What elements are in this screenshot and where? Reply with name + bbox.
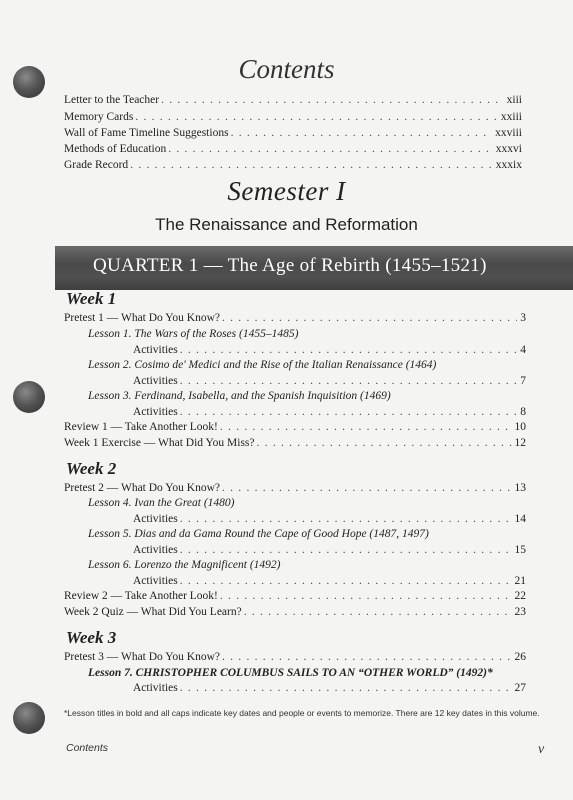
week-heading: Week 3 — [66, 628, 117, 647]
toc-entry-label: Pretest 2 — What Do You Know? — [64, 482, 220, 494]
toc-entry-page: 4 — [520, 344, 526, 356]
toc-entry[interactable] — [133, 343, 526, 358]
toc-entry[interactable] — [133, 374, 526, 389]
lesson-title[interactable] — [88, 358, 526, 373]
dot-leader — [180, 405, 518, 420]
toc-entry[interactable] — [133, 405, 526, 420]
dot-leader — [222, 481, 512, 496]
semester-subtitle: The Renaissance and Reformation — [155, 215, 418, 234]
toc-entry-label: Activities — [133, 375, 178, 387]
toc-entry-label: Review 1 — Take Another Look! — [64, 421, 218, 433]
toc-entry-page: 15 — [514, 544, 526, 556]
toc-entry-label: Activities — [133, 513, 178, 525]
toc-entry[interactable] — [64, 481, 526, 496]
week-heading: Week 1 — [66, 289, 117, 308]
toc-entry[interactable] — [64, 110, 522, 125]
toc-entry-label: Week 2 Quiz — What Did You Learn? — [64, 606, 242, 618]
toc-entry-page: 14 — [514, 513, 526, 525]
lesson-label: Lesson 3. Ferdinand, Isabella, and the Spanish Inquisition (1469) — [88, 390, 391, 402]
toc-entry[interactable] — [133, 681, 526, 696]
toc-entry-label: Activities — [133, 682, 178, 694]
toc-entry[interactable] — [133, 574, 526, 589]
key-lesson-title[interactable] — [88, 666, 526, 681]
lesson-label: Lesson 5. Dias and da Gama Round the Cape of Good Hope (1487, 1497) — [88, 528, 429, 540]
toc-entry-page: xxviii — [495, 127, 522, 139]
toc-entry[interactable] — [64, 650, 526, 665]
footer-section-label: Contents — [66, 742, 109, 754]
toc-entry[interactable] — [64, 93, 522, 108]
lesson-label: Lesson 4. Ivan the Great (1480) — [88, 497, 235, 509]
dot-leader — [180, 681, 512, 696]
dot-leader — [220, 589, 512, 604]
dot-leader — [244, 605, 512, 620]
semester-title: Semester I — [227, 176, 346, 206]
lesson-label: Lesson 7. CHRISTOPHER COLUMBUS SAILS TO AN “OTHER WORLD” (1492)* — [88, 667, 493, 679]
toc-entry-label: Wall of Fame Timeline Suggestions — [64, 127, 229, 139]
toc-entry-page: 7 — [520, 375, 526, 387]
lesson-label: Lesson 6. Lorenzo the Magnificent (1492) — [88, 559, 281, 571]
toc-entry-label: Pretest 3 — What Do You Know? — [64, 651, 220, 663]
dot-leader — [180, 574, 512, 589]
toc-entry-page: 12 — [514, 437, 526, 449]
toc-entry[interactable] — [64, 158, 522, 173]
toc-entry[interactable] — [64, 420, 526, 435]
toc-entry-page: xxxix — [495, 159, 522, 171]
dot-leader — [180, 343, 518, 358]
dot-leader — [161, 93, 504, 108]
toc-entry-label: Activities — [133, 575, 178, 587]
toc-entry-page: 27 — [514, 682, 526, 694]
dot-leader — [257, 436, 512, 451]
lesson-label: Lesson 1. The Wars of the Roses (1455–1485) — [88, 328, 299, 340]
toc-entry[interactable] — [64, 436, 526, 451]
footnote: *Lesson titles in bold and all caps indicate key dates and people or events to memorize. There are 12 key dates in this volume. — [64, 708, 540, 718]
dot-leader — [222, 311, 517, 326]
toc-entry-page: 10 — [514, 421, 526, 433]
toc-entry-label: Methods of Education — [64, 143, 167, 155]
lesson-title[interactable] — [88, 389, 526, 404]
toc-entry-label: Memory Cards — [64, 111, 134, 123]
toc-entry[interactable] — [64, 126, 522, 141]
toc-entry-label: Grade Record — [64, 159, 129, 171]
toc-entry[interactable] — [64, 605, 526, 620]
toc-entry-label: Activities — [133, 544, 178, 556]
lesson-title[interactable] — [88, 496, 526, 511]
toc-entry-label: Activities — [133, 344, 178, 356]
lesson-title[interactable] — [88, 527, 526, 542]
toc-entry[interactable] — [64, 589, 526, 604]
dot-leader — [231, 126, 493, 141]
dot-leader — [220, 420, 512, 435]
toc-entry[interactable] — [133, 543, 526, 558]
toc-entry[interactable] — [64, 142, 522, 157]
page-title: Contents — [238, 54, 335, 84]
lesson-title[interactable] — [88, 558, 526, 573]
toc-entry-label: Activities — [133, 406, 178, 418]
toc-entry-label: Letter to the Teacher — [64, 94, 160, 106]
toc-entry-page: 3 — [520, 312, 526, 324]
toc-entry-label: Week 1 Exercise — What Did You Miss? — [64, 437, 255, 449]
quarter-title: QUARTER 1 — The Age of Rebirth (1455–1521) — [93, 255, 487, 276]
toc-entry[interactable] — [133, 512, 526, 527]
lesson-label: Lesson 2. Cosimo de' Medici and the Rise of the Italian Renaissance (1464) — [88, 359, 437, 371]
toc-entry-page: xxiii — [500, 111, 522, 123]
toc-entry-page: 23 — [514, 606, 526, 618]
binder-hole-bottom — [13, 702, 45, 734]
dot-leader — [180, 374, 518, 389]
lesson-title[interactable] — [88, 327, 526, 342]
page-number: v — [538, 742, 545, 757]
dot-leader — [222, 650, 512, 665]
dot-leader — [135, 110, 498, 125]
week-heading: Week 2 — [66, 459, 117, 478]
dot-leader — [180, 512, 512, 527]
dot-leader — [130, 158, 493, 173]
toc-entry-page: 13 — [514, 482, 526, 494]
toc-entry[interactable] — [64, 311, 526, 326]
dot-leader — [180, 543, 512, 558]
toc-entry-page: xxxvi — [495, 143, 522, 155]
binder-hole-middle — [13, 381, 45, 413]
toc-entry-page: 8 — [520, 406, 526, 418]
toc-entry-label: Pretest 1 — What Do You Know? — [64, 312, 220, 324]
toc-entry-page: 26 — [514, 651, 526, 663]
toc-entry-page: 21 — [514, 575, 526, 587]
toc-entry-page: 22 — [514, 590, 526, 602]
toc-entry-label: Review 2 — Take Another Look! — [64, 590, 218, 602]
toc-entry-page: xiii — [506, 94, 522, 106]
dot-leader — [168, 142, 493, 157]
